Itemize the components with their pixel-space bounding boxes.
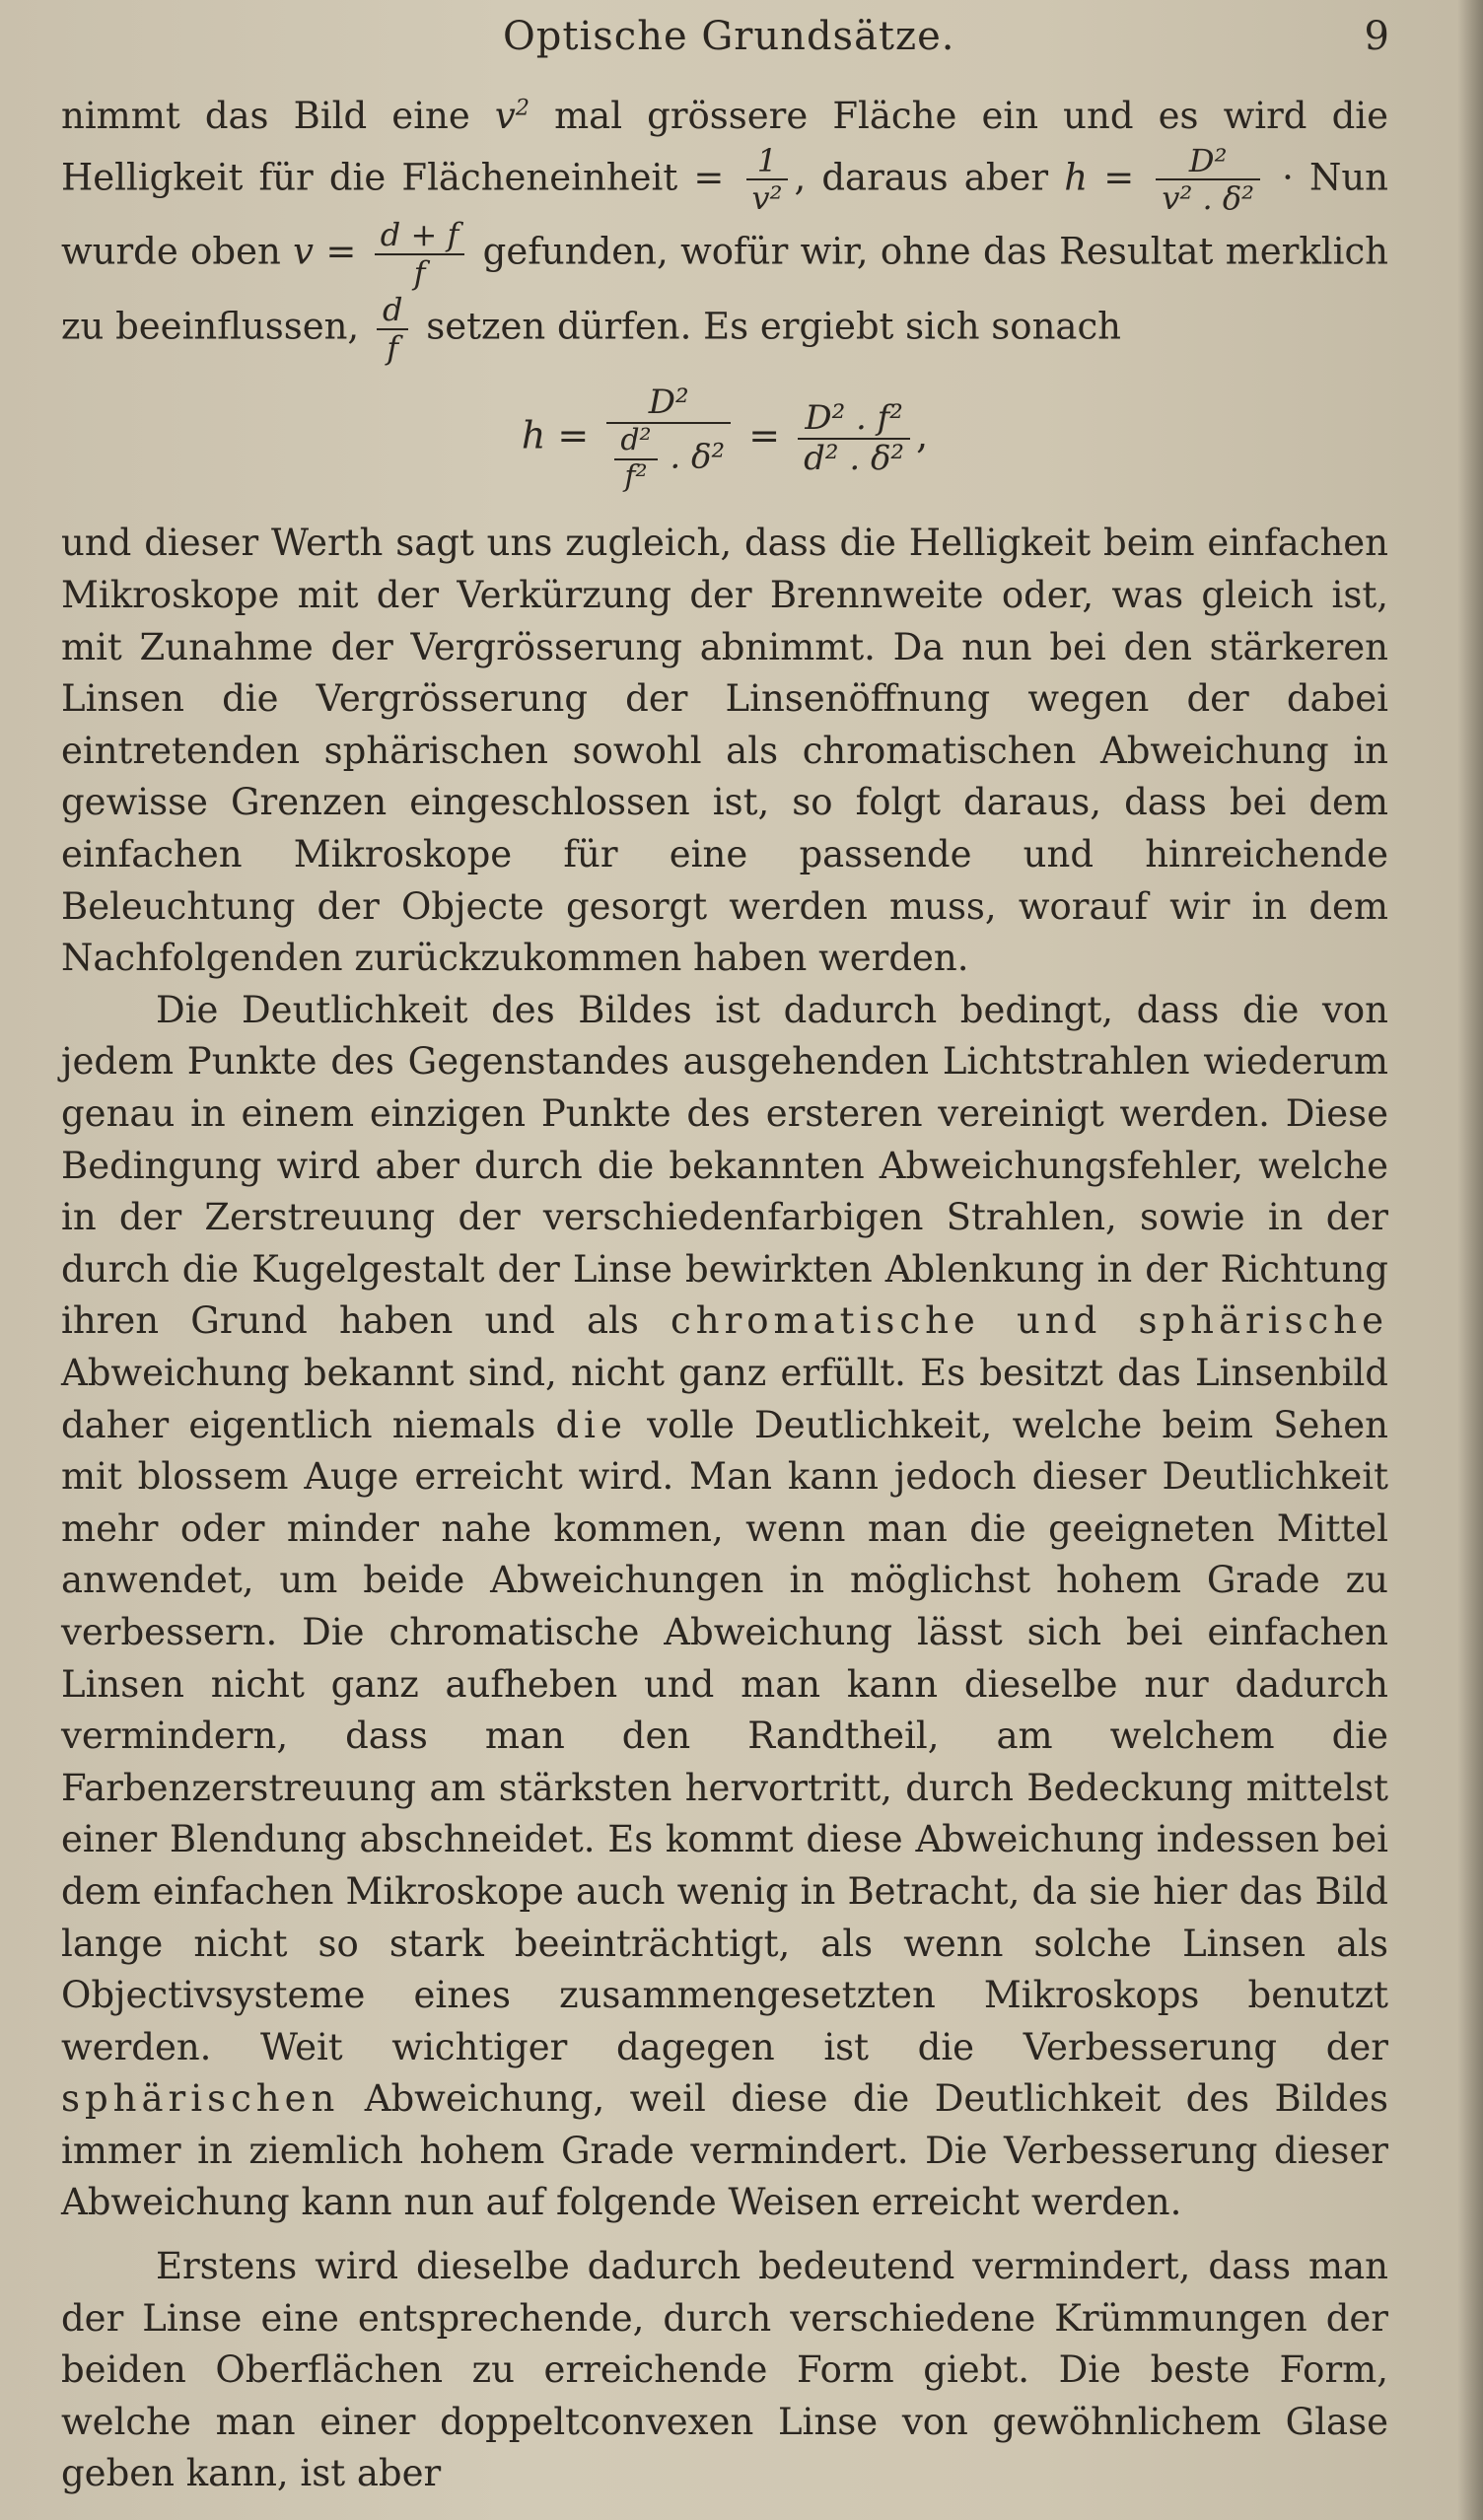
denominator-tail: . δ² [670,437,726,477]
fraction-one-over-v2 [746,143,789,218]
fraction-numerator: d + f [375,217,464,255]
equation-fraction-1 [606,384,731,494]
math-v: $v^2$ [494,95,530,137]
fraction-denominator: v² . δ² [1162,179,1254,218]
var-v: v [494,95,516,137]
fraction-denominator: v² [751,179,783,218]
fraction-denominator [606,424,731,494]
text-run: , daraus aber [794,155,1049,198]
equals-sign: = [1103,155,1135,198]
spaced-emphasis: sphärischen [61,2077,340,2121]
nested-numerator: d² [614,424,657,460]
paragraph-1 [61,91,1388,366]
fraction-numerator: D² . f² [798,399,910,440]
text-run: mal grössere Fläche ein und es wird die Helligkeit für die Flächeneinheit = [61,95,1389,198]
page-edge-shadow [1457,0,1483,2520]
fraction-v [375,217,464,292]
page-number: 9 [1364,14,1390,59]
running-head [59,14,1390,69]
fraction-denominator: d² . δ² [804,439,905,479]
text-run: · Nun wurde oben [61,155,1388,273]
text-run: Abweichung, weil diese die Deutlichkeit des Bildes immer in ziemlich hohem Grade vermindert. Die Verbesserung dieser Abweichung kann nun auf folgende Weisen erreicht werden. [61,2077,1388,2224]
equation-comma: , [916,413,929,457]
text-run: Abweichung bekannt sind, nicht ganz erfüllt. Es besitzt das Linsenbild daher eigentlich niemals [61,1351,1388,1446]
text-run: gefunden, wofür wir, ohne das Resultat merklich zu beeinflussen, [61,230,1388,348]
spaced-emphasis: chromatische und sphärische [671,1299,1389,1343]
paragraph-4: Erstens wird dieselbe dadurch bedeutend vermindert, dass man der Linse eine entsprechende, durch verschiedene Krümmungen der beiden Oberflächen zu erreichende Form giebt. Die beste Form, welche man einer doppeltconvexen Linse von gewöhnlichem Glase geben kann, ist aber [61,2245,1388,2495]
equation-fraction-2 [798,399,910,478]
fraction-denominator: f [413,253,426,292]
display-equation [61,384,1388,494]
text-run: nimmt das Bild eine [61,95,470,137]
equation-lhs: h = [521,413,590,457]
fraction-d-over-f [377,292,408,367]
fraction-numerator: 1 [746,143,789,181]
body-text [61,91,1388,2500]
nested-denominator: f² [624,458,648,494]
spaced-emphasis: die [555,1403,627,1446]
text-run: volle Deutlichkeit, welche beim Sehen mit blossem Auge erreicht wird. Man kann jedoch dieser Deutlichkeit mehr oder minder nahe kommen, wenn man die geeigneten Mittel anwendet, um beide Abweichungen in möglichst hohem Grade zu verbessern. Die chromatische Abweichung lässt sich bei einfachen Linsen nicht ganz aufheben und man kann dieselbe nur dadurch vermindern, dass man den Randtheil, am welchem die Farbenzerstreuung am stärksten hervortritt, durch Bedeckung mittelst einer Blendung abschneidet. Es kommt diese Abweichung indessen bei dem einfachen Mikroskope auch wenig in Betracht, da sie hier das Bild lange nicht so stark beeinträchtigt, als wenn solche Linsen als Objectivsysteme eines zusammengesetzten Mikroskops benutzt werden. Weit wichtiger dagegen ist die Verbesserung der [61,1403,1388,2068]
fraction-numerator: D² [606,384,731,424]
text-run: setzen dürfen. Es ergiebt sich sonach [426,305,1122,348]
fraction-numerator: d [377,292,408,330]
fraction-h [1156,143,1260,218]
math-h: h [1064,155,1089,198]
paragraph-2: und dieser Werth sagt uns zugleich, dass die Helligkeit beim einfachen Mikroskope mit der Verkürzung der Brennweite oder, was gleich ist, mit Zunahme der Vergrösserung abnimmt. Da nun bei den stärkeren Linsen die Vergrösserung der Linsenöffnung wegen der dabei eintretenden sphärischen sowohl als chromatischen Abweichung in gewisse Grenzen eingeschlossen ist, so folgt daraus, dass bei dem einfachen Mikroskope für eine passende und hinreichende Beleuchtung der Objecte gesorgt werden muss, worauf wir in dem Nachfolgenden zurückzukommen haben werden. [61,522,1388,980]
fraction-numerator: D² [1156,143,1260,181]
nested-fraction [614,424,657,494]
equals-sign: = [748,413,781,457]
paragraph-3 [61,985,1388,2229]
running-title: Optische Grundsätze. [503,14,955,59]
text-run: Die Deutlichkeit des Bildes ist dadurch bedingt, dass die von jedem Punkte des Gegenstandes ausgehenden Lichtstrahlen wiederum genau in einem einzigen Punkte des ersteren vereinigt werden. Diese Bedingung wird aber durch die bekannten Abweichungsfehler, welche in der Zerstreuung der verschiedenfarbigen Strahlen, sowie in der durch die Kugelgestalt der Linse bewirkten Ablenkung in der Richtung ihren Grund haben und als [61,988,1388,1343]
math-v-equals: v = [293,230,357,273]
fraction-denominator: f [387,328,399,367]
